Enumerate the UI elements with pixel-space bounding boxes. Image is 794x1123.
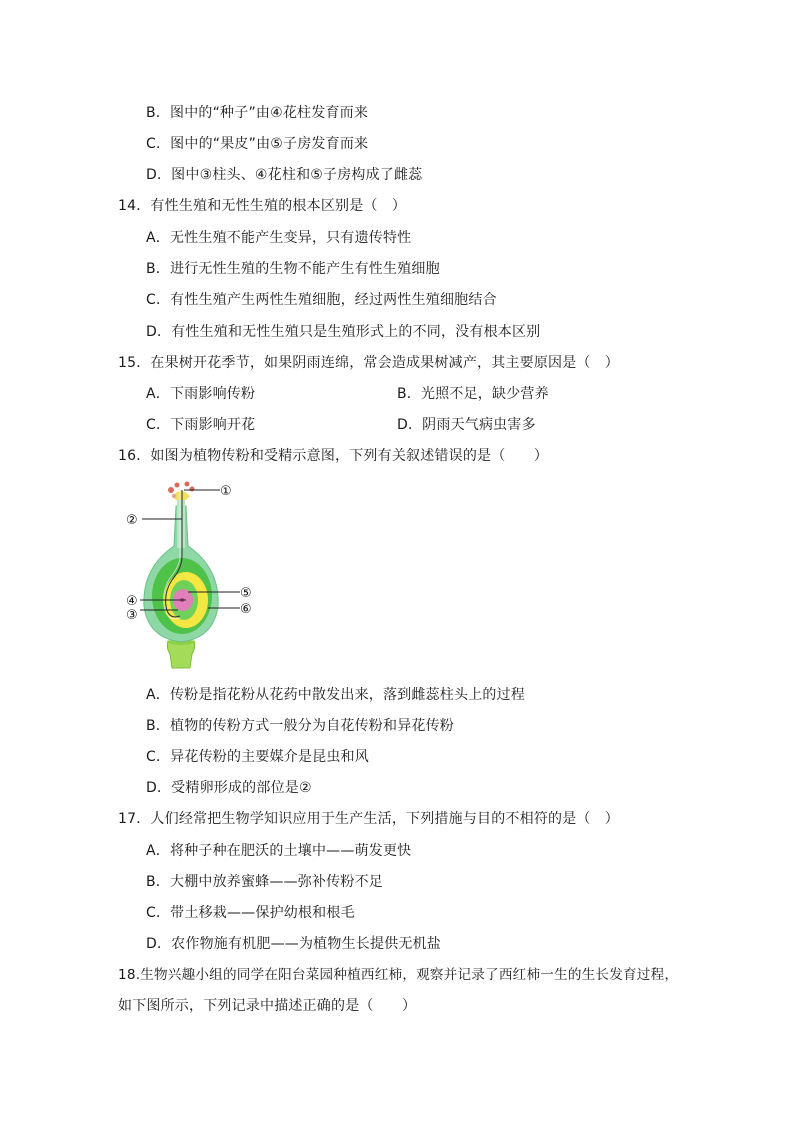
- q17-option-a: A．将种子种在肥沃的土壤中——萌发更快: [146, 843, 412, 859]
- q15-option-c: C．下雨影响开花: [146, 417, 256, 433]
- q14-option-b: B．进行无性生殖的生物不能产生有性生殖细胞: [146, 261, 440, 277]
- label-1: ①: [220, 484, 232, 499]
- label-3: ③: [126, 608, 138, 623]
- q15-option-b: B．光照不足，缺少营养: [397, 386, 549, 402]
- q18-stem-line1: 18.生物兴趣小组的同学在阳台菜园种植西红柿，观察并记录了西红柿一生的生长发育过程，: [118, 967, 679, 983]
- q16-option-d: D．受精卵形成的部位是②: [146, 780, 312, 796]
- q13-option-b: B．图中的“种子”由④花柱发育而来: [146, 105, 369, 121]
- q18-stem-line2: 如下图所示，下列记录中描述正确的是（ ）: [118, 998, 417, 1014]
- label-2: ②: [126, 513, 138, 528]
- q14-option-c: C．有性生殖产生两性生殖细胞，经过两性生殖细胞结合: [146, 292, 497, 308]
- q16-option-b: B．植物的传粉方式一般分为自花传粉和异花传粉: [146, 718, 455, 734]
- q15-option-a: A．下雨影响传粉: [146, 386, 256, 402]
- receptacle: [167, 641, 194, 668]
- q17-stem: 17．人们经常把生物学知识应用于生产生活，下列措施与目的不相符的是（ ）: [118, 811, 620, 827]
- q14-stem: 14．有性生殖和无性生殖的根本区别是（ ）: [118, 198, 407, 214]
- q15-stem: 15．在果树开花季节，如果阴雨连绵，常会造成果树减产，其主要原因是（ ）: [118, 355, 620, 371]
- q14-option-d: D．有性生殖和无性生殖只是生殖形式上的不同，没有根本区别: [146, 324, 541, 340]
- q16-option-c: C．异花传粉的主要媒介是昆虫和风: [146, 749, 369, 765]
- q13-option-c: C．图中的“果皮”由⑤子房发育而来: [146, 136, 369, 152]
- q17-option-b: B．大棚中放养蜜蜂——弥补传粉不足: [146, 874, 384, 890]
- q13-option-d: D．图中③柱头、④花柱和⑤子房构成了雌蕊: [146, 167, 423, 183]
- label-5: ⑤: [240, 586, 252, 601]
- q17-option-c: C．带土移栽——保护幼根和根毛: [146, 905, 355, 921]
- pollination-fertilization-figure: [120, 476, 270, 671]
- q17-option-d: D．农作物施有机肥——为植物生长提供无机盐: [146, 936, 441, 952]
- label-6: ⑥: [240, 602, 252, 617]
- q16-stem: 16．如图为植物传粉和受精示意图，下列有关叙述错误的是（ ）: [118, 448, 549, 464]
- q14-option-a: A．无性生殖不能产生变异，只有遗传特性: [146, 230, 412, 246]
- q15-option-d: D．阴雨天气病虫害多: [397, 417, 536, 433]
- label-4: ④: [126, 594, 138, 609]
- q16-option-a: A．传粉是指花粉从花药中散发出来，落到雌蕊柱头上的过程: [146, 687, 525, 703]
